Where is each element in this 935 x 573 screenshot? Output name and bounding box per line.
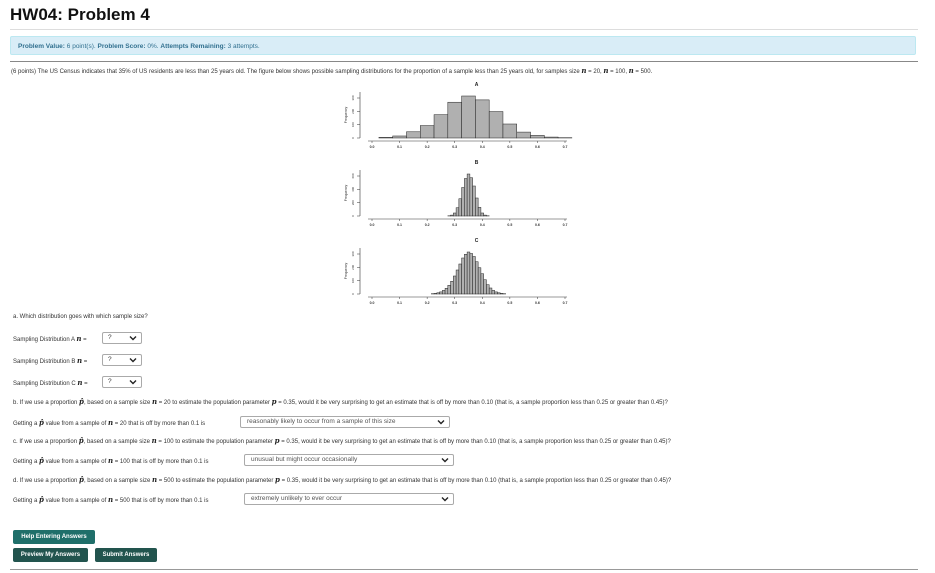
select-part-c[interactable] <box>244 454 454 466</box>
title-divider <box>10 29 918 30</box>
select-value: ? <box>108 356 112 363</box>
p-hat-symbol: p̂ <box>79 475 84 484</box>
problem-intro <box>11 66 652 75</box>
n-symbol: n <box>77 378 83 387</box>
select-value: unusual but might occur occasionally <box>251 456 358 463</box>
y-tick-label: 300 <box>351 95 355 101</box>
histogram-bar <box>459 199 462 216</box>
y-tick-label: 200 <box>351 200 355 206</box>
histogram-bar <box>475 100 489 138</box>
problem-score: 0%. <box>147 43 159 50</box>
text: = 20 that is off by more than 0.1 is <box>113 421 206 427</box>
histogram-bar <box>470 254 473 295</box>
histogram-bar <box>544 137 558 138</box>
x-tick-label: 0.4 <box>479 223 485 227</box>
histogram-bar <box>459 264 462 294</box>
histogram-bar <box>467 252 470 294</box>
p-hat-symbol: p̂ <box>39 495 44 504</box>
x-tick-label: 0.5 <box>507 145 513 149</box>
text: = 0.35, would it be very surprising to get an estimate that is off by more than 0.10 (that is, a sample proportion less than 0.25 or greater than 0.45)? <box>276 400 668 406</box>
chevron-down-icon <box>441 495 449 503</box>
x-tick-label: 0.0 <box>369 301 375 305</box>
select-distribution-c[interactable] <box>102 376 142 388</box>
select-value: ? <box>108 334 112 341</box>
p-hat-symbol: p̂ <box>79 397 84 406</box>
histogram-bar <box>420 126 434 138</box>
preview-answers-button[interactable]: Preview My Answers <box>13 548 88 562</box>
y-tick-label: 100 <box>351 278 355 284</box>
text: , based on a sample size <box>83 478 152 484</box>
text: = 100 that is off by more than 0.1 is <box>113 459 209 465</box>
select-distribution-a[interactable] <box>102 332 142 344</box>
x-tick-label: 0.4 <box>479 301 485 305</box>
p-symbol: p <box>271 397 277 406</box>
bottom-divider <box>10 569 918 570</box>
histogram-bar <box>484 215 487 216</box>
x-tick-label: 0.5 <box>507 301 513 305</box>
help-entering-answers-button[interactable]: Help Entering Answers <box>13 530 95 544</box>
attempts-label: Attempts Remaining: <box>160 43 226 50</box>
equals-sign: = <box>81 337 87 343</box>
equals-sign: = <box>82 381 88 387</box>
text: , based on a sample size <box>83 439 152 445</box>
page-title: HW04: Problem 4 <box>10 5 150 24</box>
text: Getting a <box>13 459 40 465</box>
row-label: Sampling Distribution B <box>13 359 78 365</box>
x-tick-label: 0.0 <box>369 145 375 149</box>
histogram-bar <box>473 186 476 216</box>
text: value from a sample of <box>43 459 108 465</box>
part-c-answer-prompt <box>13 456 209 465</box>
chevron-down-icon <box>129 378 137 386</box>
text: Getting a <box>13 498 40 504</box>
problem-score-label: Problem Score: <box>97 43 146 50</box>
submit-answers-button[interactable]: Submit Answers <box>95 548 157 562</box>
x-tick-label: 0.0 <box>369 223 375 227</box>
problem-info-bar <box>10 36 916 55</box>
select-part-d[interactable] <box>244 493 454 505</box>
histogram-bar <box>517 132 531 138</box>
text: Getting a <box>13 421 40 427</box>
histogram-bar <box>451 215 454 216</box>
histogram-bar <box>475 198 478 216</box>
x-tick-label: 0.2 <box>424 301 430 305</box>
chevron-down-icon <box>441 456 449 464</box>
text: d. If we use a proportion <box>13 478 80 484</box>
histogram-bar <box>464 179 467 217</box>
select-value: reasonably likely to occur from a sample of this size <box>247 418 396 425</box>
part-c-question <box>13 436 671 445</box>
histogram-bar <box>489 112 503 138</box>
histogram-bar <box>462 258 465 294</box>
text: = 500 that is off by more than 0.1 is <box>113 498 209 504</box>
select-value: extremely unlikely to ever occur <box>251 495 343 502</box>
equals-sign: = <box>82 359 88 365</box>
histogram-bar <box>473 257 476 295</box>
part-a-row-A <box>13 334 87 343</box>
y-axis-label: Frequency <box>344 184 348 202</box>
chevron-down-icon <box>437 418 445 426</box>
histogram-bar <box>492 290 495 294</box>
histogram-bar <box>437 293 440 294</box>
p-hat-symbol: p̂ <box>39 418 44 427</box>
part-b-question <box>13 397 668 406</box>
histogram-bar <box>481 274 484 294</box>
histogram-bar <box>440 292 443 294</box>
intro-n500: = 500. <box>633 69 653 75</box>
n-symbol: n <box>107 456 114 465</box>
histogram-bar <box>478 207 481 216</box>
part-a-row-C <box>13 378 88 387</box>
x-tick-label: 0.1 <box>397 301 403 305</box>
n-symbol: n <box>581 66 587 75</box>
histogram-bar <box>462 96 476 138</box>
y-axis-label: Frequency <box>344 262 348 280</box>
histogram-bar <box>456 270 459 294</box>
histogram-bar <box>484 280 487 294</box>
histogram-bar <box>453 213 456 216</box>
x-tick-label: 0.6 <box>534 301 540 305</box>
histogram-bar <box>478 268 481 294</box>
x-tick-label: 0.3 <box>452 223 458 227</box>
histogram-bar <box>456 208 459 216</box>
n-symbol: n <box>152 397 158 406</box>
part-d-answer-prompt <box>13 495 209 504</box>
row-label: Sampling Distribution A <box>13 337 77 343</box>
histogram-bar <box>448 102 462 138</box>
histogram-bar <box>503 124 517 138</box>
problem-divider <box>10 61 918 62</box>
y-tick-label: 200 <box>351 264 355 270</box>
x-tick-label: 0.3 <box>452 301 458 305</box>
panel-letter-B: B <box>474 160 479 166</box>
n-symbol: n <box>76 334 82 343</box>
n-symbol: n <box>151 436 157 445</box>
x-tick-label: 0.5 <box>507 223 513 227</box>
histogram-bar <box>489 288 492 294</box>
row-label: Sampling Distribution C <box>13 381 78 387</box>
sampling-distribution-figure <box>0 80 935 305</box>
histogram-bar <box>470 178 473 216</box>
histogram-bar <box>448 285 451 294</box>
y-tick-label: 0 <box>351 137 355 139</box>
n-symbol: n <box>603 66 609 75</box>
text: value from a sample of <box>43 498 108 504</box>
x-tick-label: 0.2 <box>424 223 430 227</box>
y-axis-label: Frequency <box>344 106 348 124</box>
y-tick-label: 100 <box>351 122 355 128</box>
histogram-bar <box>434 115 448 138</box>
histogram-bar <box>475 262 478 294</box>
select-value: ? <box>108 378 112 385</box>
x-tick-label: 0.3 <box>452 145 458 149</box>
x-tick-label: 0.7 <box>562 301 568 305</box>
x-tick-label: 0.1 <box>397 223 403 227</box>
intro-n100: = 100, <box>608 69 629 75</box>
select-part-b[interactable] <box>240 416 450 428</box>
y-tick-label: 0 <box>351 215 355 217</box>
y-tick-label: 200 <box>351 108 355 114</box>
text: value from a sample of <box>43 421 108 427</box>
n-symbol: n <box>107 418 114 427</box>
x-tick-label: 0.6 <box>534 223 540 227</box>
p-symbol: p <box>275 475 280 484</box>
intro-text: (6 points) The US Census indicates that 35% of US residents are less than 25 years old. The figure below shows possible sampling distributions for the proportion of a sample less than 25 years old, for samples size <box>11 69 582 75</box>
intro-n20: = 20, <box>586 69 604 75</box>
n-symbol: n <box>628 66 634 75</box>
text: b. If we use a proportion <box>13 400 80 406</box>
histogram-bar <box>486 285 489 294</box>
part-d-question <box>13 475 671 484</box>
x-tick-label: 0.4 <box>479 145 485 149</box>
histogram-bar <box>481 213 484 216</box>
chevron-down-icon <box>129 356 137 364</box>
histogram-bar <box>462 188 465 217</box>
y-tick-label: 400 <box>351 186 355 192</box>
text: = 20 to estimate the population parameter <box>157 400 272 406</box>
chevron-down-icon <box>129 334 137 342</box>
problem-value-label: Problem Value: <box>18 43 65 50</box>
p-hat-symbol: p̂ <box>39 456 44 465</box>
text: = 0.35, would it be very surprising to get an estimate that is off by more than 0.10 (that is, a sample proportion less than 0.25 or greater than 0.45)? <box>279 478 672 484</box>
attempts-remaining: 3 attempts. <box>227 43 260 50</box>
n-symbol: n <box>77 356 83 365</box>
histogram-bar <box>406 132 420 138</box>
histogram-bar <box>379 137 393 138</box>
x-tick-label: 0.2 <box>424 145 430 149</box>
histogram-bar <box>445 288 448 294</box>
histogram-bar <box>434 293 437 294</box>
text: = 0.35, would it be very surprising to get an estimate that is off by more than 0.10 (that is, a sample proportion less than 0.25 or greater than 0.45)? <box>279 439 671 445</box>
x-tick-label: 0.1 <box>397 145 403 149</box>
panel-letter-A: A <box>474 82 479 88</box>
histogram-bar <box>442 290 445 294</box>
text: = 500 to estimate the population parameter <box>157 478 276 484</box>
histogram-bar <box>500 293 503 294</box>
histogram-bar <box>451 281 454 294</box>
histogram-bar <box>497 293 500 294</box>
n-symbol: n <box>152 475 158 484</box>
text: c. If we use a proportion <box>13 439 79 445</box>
x-tick-label: 0.7 <box>562 223 568 227</box>
y-tick-label: 300 <box>351 251 355 257</box>
histogram-bar <box>531 135 545 138</box>
histogram-bar <box>393 136 407 138</box>
part-a-question: a. Which distribution goes with which sample size? <box>13 314 148 320</box>
text: , based on a sample size <box>83 400 152 406</box>
part-a-row-B <box>13 356 87 365</box>
histogram-bar <box>453 276 456 294</box>
y-tick-label: 600 <box>351 173 355 179</box>
select-distribution-b[interactable] <box>102 354 142 366</box>
y-tick-label: 0 <box>351 293 355 295</box>
histogram-bar <box>464 254 467 294</box>
n-symbol: n <box>107 495 114 504</box>
x-tick-label: 0.6 <box>534 145 540 149</box>
p-hat-symbol: p̂ <box>78 436 84 445</box>
histogram-bar <box>495 292 498 294</box>
text: = 100 to estimate the population parameter <box>156 439 275 445</box>
panel-letter-C: C <box>474 238 479 244</box>
problem-value: 6 point(s). <box>66 43 96 50</box>
histogram-bar <box>467 174 470 216</box>
part-b-answer-prompt <box>13 418 205 427</box>
p-symbol: p <box>274 436 280 445</box>
x-tick-label: 0.7 <box>562 145 568 149</box>
